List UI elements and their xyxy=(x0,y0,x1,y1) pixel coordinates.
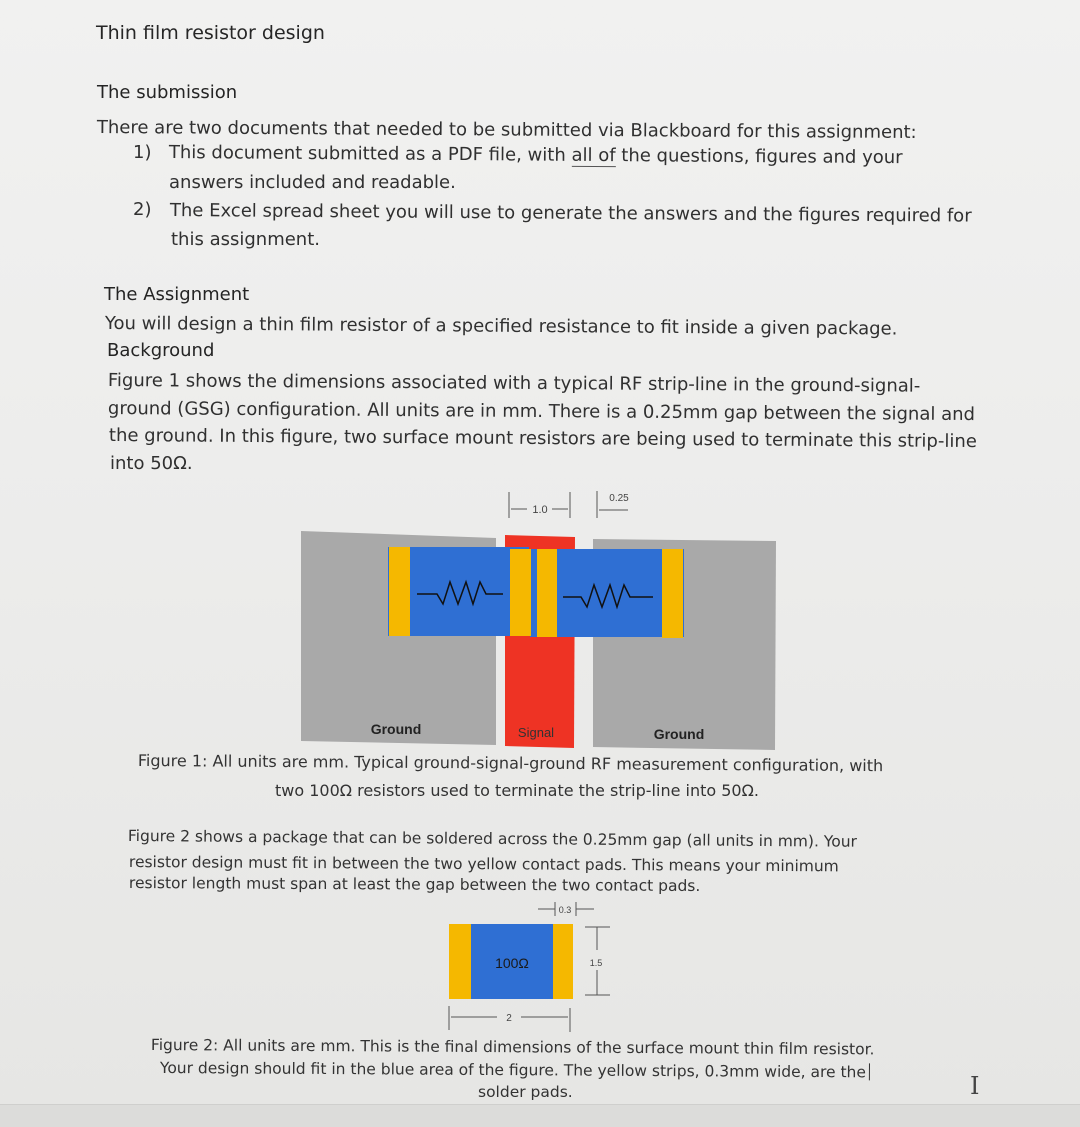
submission-item-2-line2: this assignment. xyxy=(171,229,320,250)
figure-2-intro-line1: Figure 2 shows a package that can be soldered across the 0.25mm gap (all units in mm). Your xyxy=(127,827,858,851)
figure-2-caption-line3: solder pads. xyxy=(478,1083,573,1101)
dimension-length-label: 2 xyxy=(506,1013,512,1024)
figure-1-caption-line2: two 100Ω resistors used to terminate the strip-line into 50Ω. xyxy=(275,781,759,800)
text-caret xyxy=(869,1063,870,1080)
label-ground-left: Ground xyxy=(370,721,422,737)
label-signal: Signal xyxy=(517,725,555,740)
background-line-3: the ground. In this figure, two surface mount resistors are being used to terminate this strip-line xyxy=(108,425,977,453)
package-resistor-label: 100Ω xyxy=(495,955,529,971)
figure-1-caption-line1: Figure 1: All units are mm. Typical ground-signal-ground RF measurement configuration, with xyxy=(137,751,884,776)
submission-item-2-number: 2) xyxy=(133,199,152,220)
document-title: Thin film resistor design xyxy=(96,22,325,44)
background-line-2: ground (GSG) configuration. All units are in mm. There is a 0.25mm gap between the signal and xyxy=(107,398,976,426)
background-line-4: into 50Ω. xyxy=(110,453,193,474)
assignment-text: You will design a thin film resistor of a specified resistance to fit inside a given package. xyxy=(104,313,898,340)
dimension-gap-label: 0.25 xyxy=(609,493,629,504)
figure-2-intro-line3: resistor length must span at least the gap between the two contact pads. xyxy=(128,874,701,895)
submission-item-1-line1: This document submitted as a PDF file, with all of the questions, figures and your xyxy=(168,142,903,169)
submission-item-1-number: 1) xyxy=(133,142,152,163)
bottom-edge xyxy=(0,1104,1080,1127)
resistor-left-pad-outer xyxy=(389,547,410,636)
package-pad-right xyxy=(553,924,573,999)
background-line-1: Figure 1 shows the dimensions associated with a typical RF strip-line in the ground-signal- xyxy=(107,370,921,397)
resistor-right-pad-inner xyxy=(537,549,557,637)
package-pad-left xyxy=(449,924,471,999)
figure-2-caption-line2: Your design should fit in the blue area of the figure. The yellow strips, 0.3mm wide, are the xyxy=(160,1059,870,1081)
dimension-width-label: 1.0 xyxy=(532,504,548,516)
submission-heading: The submission xyxy=(97,82,238,103)
dimension-pad-label: 0.3 xyxy=(558,905,572,915)
assignment-heading: The Assignment xyxy=(104,284,250,305)
resistor-left-pad-inner xyxy=(510,549,531,636)
label-ground-right: Ground xyxy=(653,726,705,742)
figure-2-intro-line2: resistor design must fit in between the two yellow contact pads. This means your minimum xyxy=(128,853,839,876)
resistor-right-pad-outer xyxy=(662,549,683,638)
figure-2-caption-line1: Figure 2: All units are mm. This is the final dimensions of the surface mount thin film resistor. xyxy=(150,1036,875,1059)
submission-intro: There are two documents that needed to be submitted via Blackboard for this assignment: xyxy=(96,117,917,144)
submission-item-2-line1: The Excel spread sheet you will use to generate the answers and the figures required for xyxy=(169,200,972,227)
text-cursor-icon: I xyxy=(970,1072,980,1100)
submission-item-1-line2: answers included and readable. xyxy=(169,172,456,193)
dimension-height-label: 1.5 xyxy=(589,958,603,968)
figure-2 xyxy=(0,890,1080,1040)
background-heading: Background xyxy=(107,340,215,361)
